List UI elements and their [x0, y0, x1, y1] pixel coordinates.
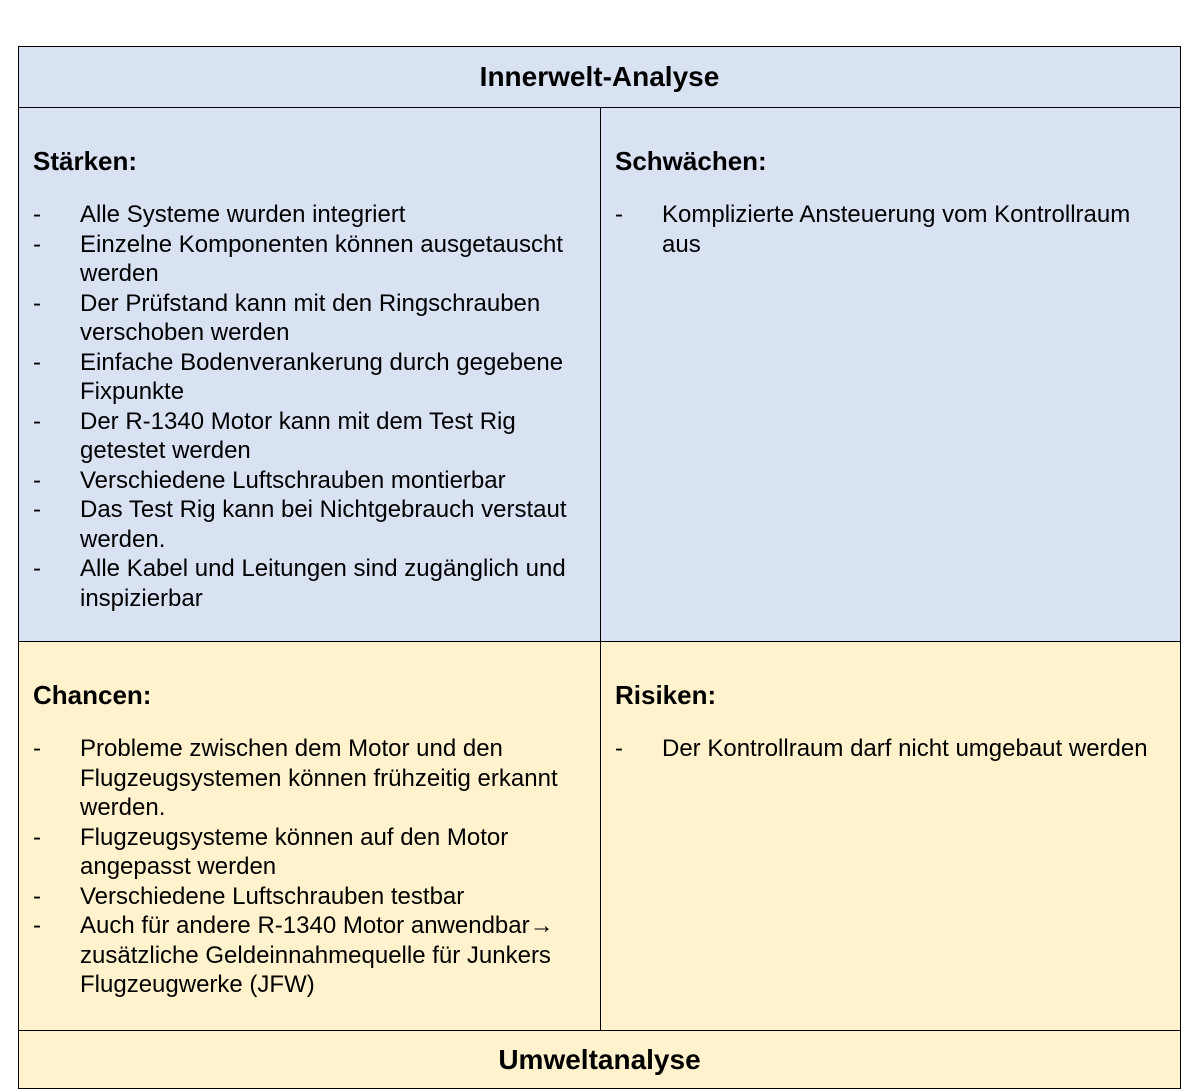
list-item-text: Das Test Rig kann bei Nichtgebrauch verstaut werden. [80, 496, 567, 553]
bullet-dash: - [33, 348, 41, 376]
list-item-text: Auch für andere R-1340 Motor anwendbar→ zusätzliche Geldeinnahmequelle für Junkers Flugzeugwerke (JFW) [80, 912, 554, 998]
bullet-dash: - [33, 735, 41, 762]
list-item-text: Der Prüfstand kann mit den Ringschrauben verschoben werden [80, 289, 541, 346]
quadrant-title-staerken: Stärken: [33, 146, 138, 176]
quadrant-risiken [601, 642, 1180, 1030]
list-item [33, 348, 588, 407]
quadrant-schwaechen [601, 108, 1180, 642]
list-item [615, 734, 1168, 764]
bullet-dash: - [33, 230, 41, 258]
list-item [33, 554, 588, 613]
list-schwaechen [615, 200, 1168, 259]
list-item-text: Verschiedene Luftschrauben testbar [80, 882, 465, 910]
bullet-dash: - [33, 466, 41, 494]
header-innerwelt-analyse: Innerwelt-Analyse [19, 47, 1180, 108]
bullet-dash: - [33, 555, 41, 582]
list-item [615, 200, 1168, 259]
list-item [33, 407, 588, 466]
quadrant-title-risiken: Risiken: [615, 680, 717, 710]
list-item [33, 230, 588, 289]
list-item-text: Einfache Bodenverankerung durch gegebene Fixpunkte [80, 348, 564, 405]
list-item-text: Flugzeugsysteme können auf den Motor angepasst werden [80, 823, 509, 880]
list-item [33, 289, 588, 348]
quadrant-title-chancen: Chancen: [33, 680, 152, 710]
list-item-text: Komplizierte Ansteuerung vom Kontrollraum aus [662, 201, 1131, 258]
list-risiken [615, 734, 1168, 764]
bullet-dash: - [33, 407, 41, 435]
list-item-text: Der Kontrollraum darf nicht umgebaut werden [662, 735, 1148, 762]
list-item [33, 911, 588, 1000]
list-item-text: Alle Systeme wurden integriert [80, 201, 406, 228]
bullet-dash: - [615, 201, 623, 228]
footer-umweltanalyse: Umweltanalyse [19, 1030, 1180, 1088]
list-chancen [33, 734, 588, 1000]
bullet-dash: - [33, 201, 41, 228]
bullet-dash: - [33, 912, 41, 939]
list-item-text: Verschiedene Luftschrauben montierbar [80, 466, 506, 494]
bullet-dash: - [615, 735, 623, 762]
list-item [33, 882, 588, 912]
list-item-text: Der R-1340 Motor kann mit dem Test Rig getestet werden [80, 407, 516, 464]
list-item-text: Probleme zwischen dem Motor und den Flugzeugsystemen können frühzeitig erkannt werden. [80, 735, 558, 821]
list-item-text: Einzelne Komponenten können ausgetauscht werden [80, 230, 564, 287]
list-staerken [33, 200, 588, 613]
quadrant-staerken [19, 108, 601, 642]
list-item-text: Alle Kabel und Leitungen sind zugänglich und inspizierbar [80, 555, 566, 612]
list-item [33, 495, 588, 554]
list-item [33, 466, 588, 496]
bullet-dash: - [33, 496, 41, 523]
list-item [33, 200, 588, 230]
bullet-dash: - [33, 289, 41, 317]
swot-table [18, 46, 1181, 1089]
bullet-dash: - [33, 823, 41, 851]
list-item [33, 823, 588, 882]
bullet-dash: - [33, 882, 41, 910]
list-item [33, 734, 588, 823]
quadrant-title-schwaechen: Schwächen: [615, 146, 767, 176]
quadrant-chancen [19, 642, 601, 1030]
